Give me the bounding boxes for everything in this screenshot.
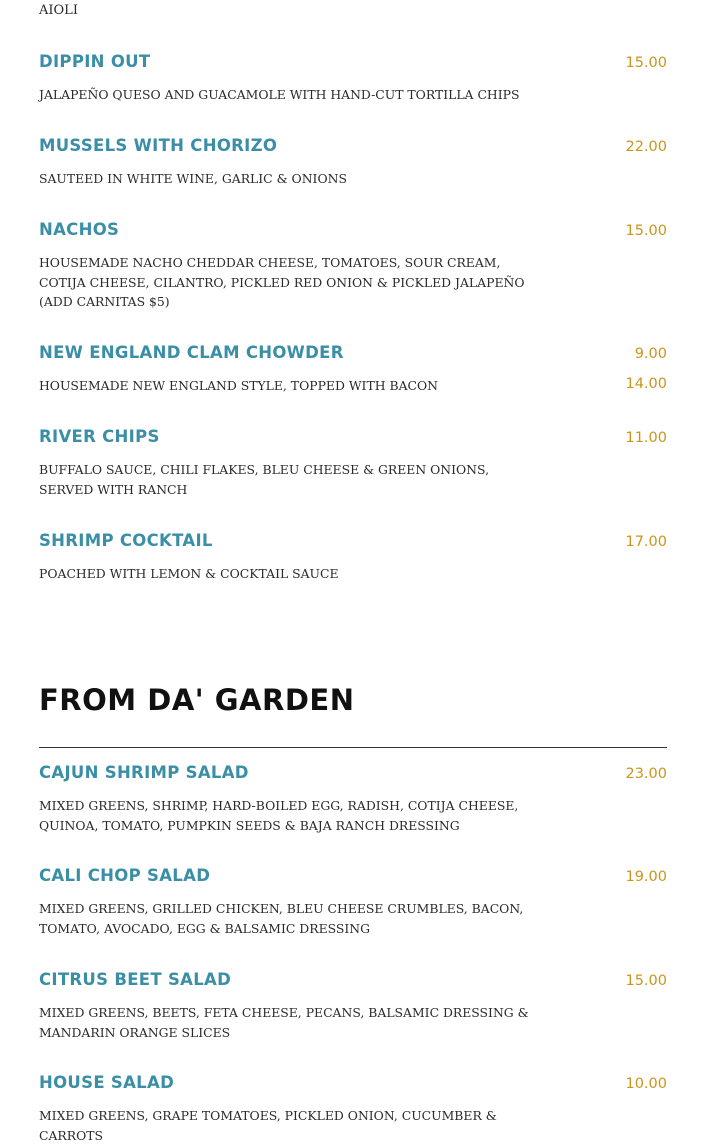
item-name: MUSSELS WITH CHORIZO xyxy=(39,136,278,155)
menu-page xyxy=(39,0,667,1143)
section-divider xyxy=(39,747,667,748)
item-price: 19.00 xyxy=(625,869,667,885)
item-price: 10.00 xyxy=(625,1076,667,1092)
item-price: 15.00 xyxy=(625,973,667,989)
item-name: NEW ENGLAND CLAM CHOWDER xyxy=(39,343,344,362)
item-name: DIPPIN OUT xyxy=(39,52,151,71)
continued-description: AIOLI xyxy=(39,3,78,18)
item-price-bowl: 14.00 xyxy=(625,376,667,392)
item-price: 11.00 xyxy=(625,430,667,446)
item-description: MIXED GREENS, GRAPE TOMATOES, PICKLED ONION, CUCUMBER & CARROTS xyxy=(39,1108,497,1143)
item-description: SAUTEED IN WHITE WINE, GARLIC & ONIONS xyxy=(39,171,347,186)
item-name: NACHOS xyxy=(39,220,120,239)
item-description: JALAPEÑO QUESO AND GUACAMOLE WITH HAND-CUT TORTILLA CHIPS xyxy=(39,87,520,102)
item-description: HOUSEMADE NEW ENGLAND STYLE, TOPPED WITH BACON xyxy=(39,378,438,393)
item-name: CALI CHOP SALAD xyxy=(39,866,211,885)
item-description: MIXED GREENS, SHRIMP, HARD-BOILED EGG, RADISH, COTIJA CHEESE, QUINOA, TOMATO, PUMPKIN SEEDS & BAJA RANCH DRESSING xyxy=(39,798,519,833)
item-name: RIVER CHIPS xyxy=(39,427,160,446)
item-price: 15.00 xyxy=(625,55,667,71)
section-title: FROM DA' GARDEN xyxy=(39,683,355,717)
item-description: BUFFALO SAUCE, CHILI FLAKES, BLEU CHEESE & GREEN ONIONS, SERVED WITH RANCH xyxy=(39,462,490,497)
item-name: SHRIMP COCKTAIL xyxy=(39,531,213,550)
item-name: CITRUS BEET SALAD xyxy=(39,970,232,989)
item-price: 22.00 xyxy=(625,139,667,155)
item-name: CAJUN SHRIMP SALAD xyxy=(39,763,249,782)
item-description: MIXED GREENS, GRILLED CHICKEN, BLEU CHEESE CRUMBLES, BACON, TOMATO, AVOCADO, EGG & BALSAMIC DRESSING xyxy=(39,901,524,936)
item-price: 17.00 xyxy=(625,534,667,550)
item-description: POACHED WITH LEMON & COCKTAIL SAUCE xyxy=(39,566,339,581)
item-description: MIXED GREENS, BEETS, FETA CHEESE, PECANS, BALSAMIC DRESSING & MANDARIN ORANGE SLICES xyxy=(39,1005,529,1040)
item-price: 15.00 xyxy=(625,223,667,239)
item-description: HOUSEMADE NACHO CHEDDAR CHEESE, TOMATOES, SOUR CREAM, COTIJA CHEESE, CILANTRO, PICKLED RED ONION & PICKLED JALAPEÑO (ADD CARNITAS $5) xyxy=(39,255,525,309)
item-price-cup: 9.00 xyxy=(634,346,667,362)
item-price: 23.00 xyxy=(625,766,667,782)
item-name: HOUSE SALAD xyxy=(39,1073,175,1092)
